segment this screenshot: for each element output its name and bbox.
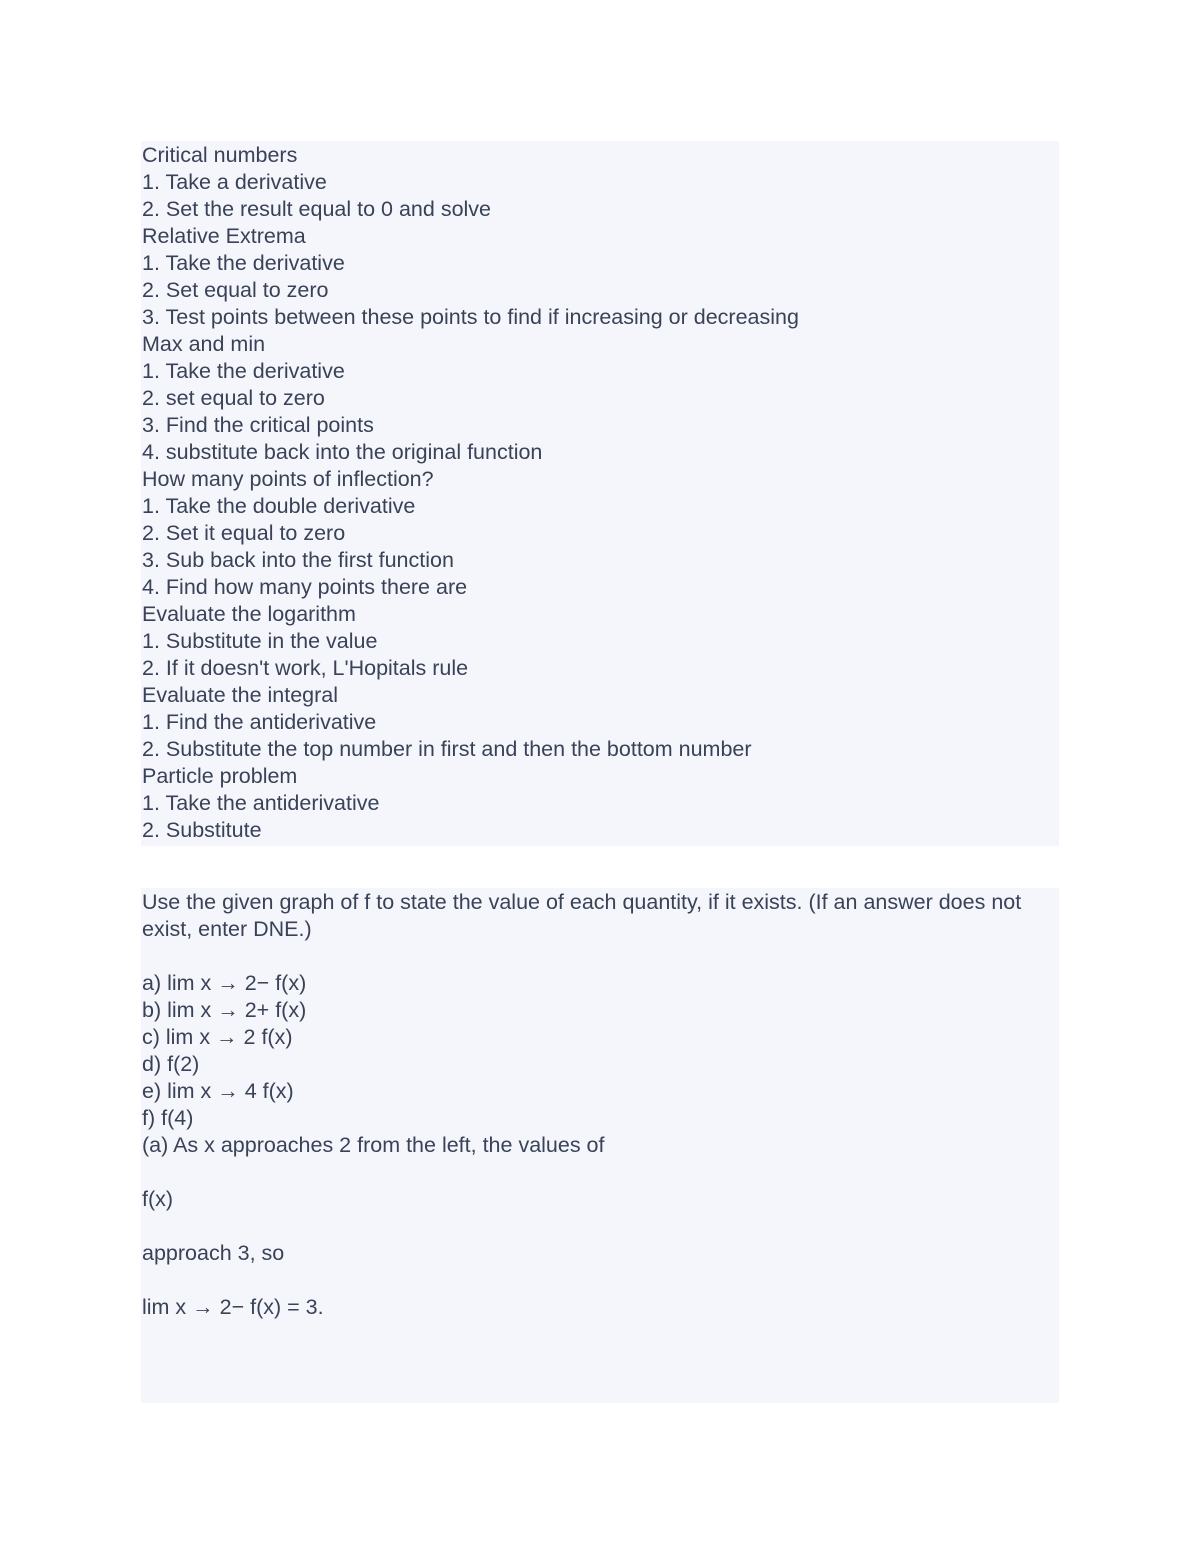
question-card	[141, 888, 1059, 1403]
answer-result: lim x → 2− f(x) = 3.	[142, 1295, 324, 1319]
notes-step: 1. Take the derivative	[142, 359, 345, 383]
notes-step: 4. substitute back into the original function	[142, 440, 543, 464]
answer-intro: (a) As x approaches 2 from the left, the values of	[142, 1133, 605, 1157]
notes-heading-particle-problem: Particle problem	[142, 764, 298, 788]
notes-step: 3. Sub back into the first function	[142, 548, 454, 572]
notes-step: 2. Set equal to zero	[142, 278, 329, 302]
spacer	[141, 1159, 1059, 1186]
notes-heading-evaluate-integral: Evaluate the integral	[142, 683, 339, 707]
notes-step: 3. Find the critical points	[142, 413, 374, 437]
question-part-f: f) f(4)	[142, 1106, 194, 1130]
answer-fx: f(x)	[142, 1187, 174, 1211]
notes-step: 1. Find the antiderivative	[142, 710, 377, 734]
notes-step: 1. Take a derivative	[142, 170, 327, 194]
notes-heading-critical-numbers: Critical numbers	[142, 143, 298, 167]
notes-heading-max-and-min: Max and min	[142, 332, 266, 356]
notes-step: 1. Take the antiderivative	[142, 791, 380, 815]
notes-heading-relative-extrema: Relative Extrema	[142, 224, 306, 248]
answer-approach: approach 3, so	[142, 1241, 285, 1265]
notes-step: 1. Take the derivative	[142, 251, 345, 275]
question-part-a: a) lim x → 2− f(x)	[142, 971, 307, 995]
notes-card	[141, 141, 1059, 846]
notes-heading-evaluate-logarithm: Evaluate the logarithm	[142, 602, 356, 626]
notes-step: 2. Set the result equal to 0 and solve	[142, 197, 492, 221]
question-part-e: e) lim x → 4 f(x)	[142, 1079, 294, 1103]
notes-heading-points-of-inflection: How many points of inflection?	[142, 467, 434, 491]
notes-step: 2. Substitute the top number in first and then the bottom number	[142, 737, 752, 761]
spacer	[141, 1213, 1059, 1240]
notes-step: 1. Substitute in the value	[142, 629, 378, 653]
question-part-d: d) f(2)	[142, 1052, 200, 1076]
question-part-b: b) lim x → 2+ f(x)	[142, 998, 307, 1022]
notes-step: 2. set equal to zero	[142, 386, 325, 410]
question-prompt: Use the given graph of f to state the value of each quantity, if it exists. (If an answer does not exist, enter DNE.)	[142, 890, 1022, 941]
notes-step: 4. Find how many points there are	[142, 575, 468, 599]
question-part-c: c) lim x → 2 f(x)	[142, 1025, 293, 1049]
spacer	[141, 1267, 1059, 1294]
notes-step: 2. Substitute	[142, 818, 262, 842]
notes-step: 1. Take the double derivative	[142, 494, 416, 518]
notes-step: 3. Test points between these points to find if increasing or decreasing	[142, 305, 799, 329]
notes-step: 2. If it doesn't work, L'Hopitals rule	[142, 656, 469, 680]
spacer	[141, 943, 1059, 970]
notes-step: 2. Set it equal to zero	[142, 521, 346, 545]
